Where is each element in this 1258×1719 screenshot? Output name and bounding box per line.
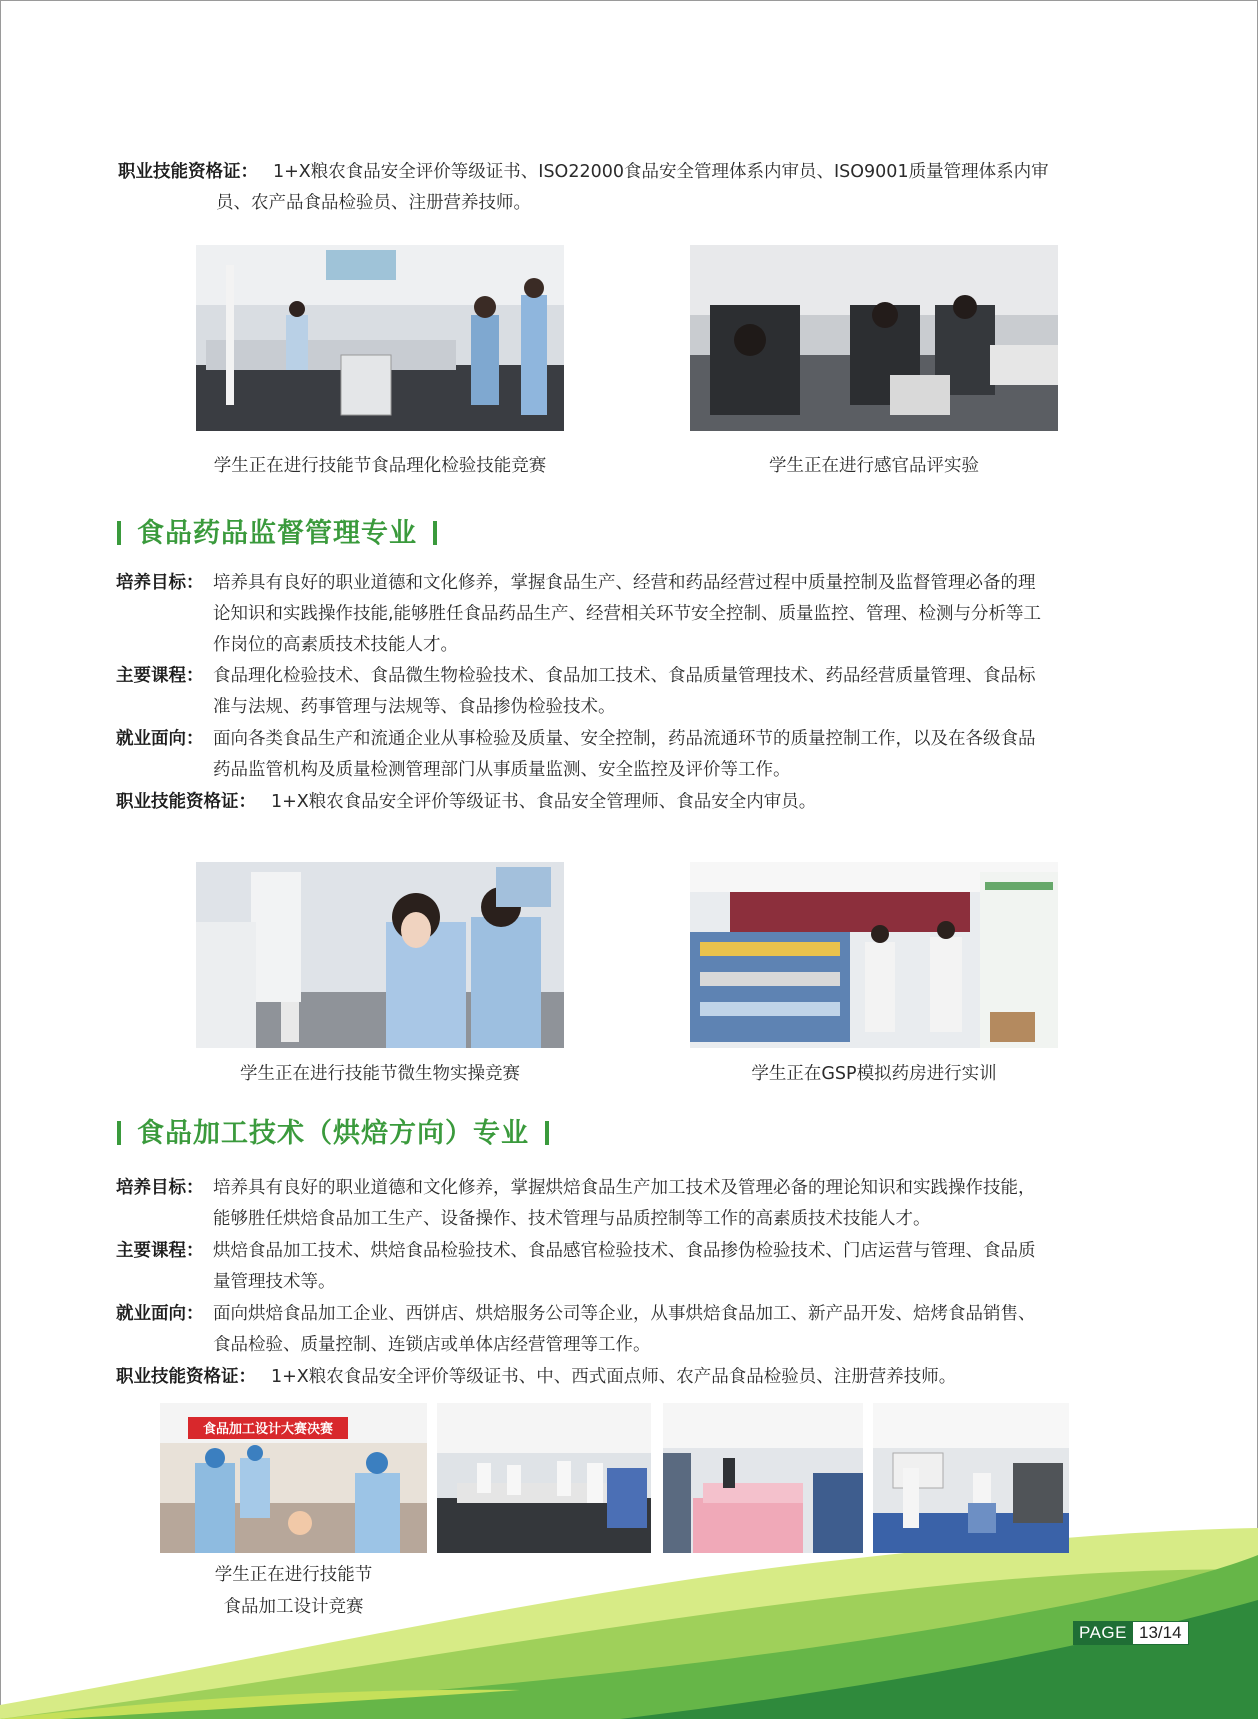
photo-bakery-lab-3 <box>873 1403 1069 1553</box>
cert-text-line2: 员、农产品食品检验员、注册营养技师。 <box>216 193 531 213</box>
photo-sensory-lab <box>690 245 1058 431</box>
job-line: 食品检验、质量控制、连锁店或单体店经营管理等工作。 <box>213 1335 651 1355</box>
cert-label: 职业技能资格证： <box>118 162 258 182</box>
photo-bakery-lab-2 <box>663 1403 863 1553</box>
photo-microbiology <box>196 862 564 1048</box>
course-label: 主要课程： <box>116 1241 204 1261</box>
cert-text-line1: 1+X粮农食品安全评价等级证书、ISO22000食品安全管理体系内审员、ISO9001质量管理体系内审 <box>273 162 1049 182</box>
caption-line: 学生正在进行技能节 <box>214 1565 373 1585</box>
heading-text: 食品药品监督管理专业 <box>137 518 417 549</box>
job-line: 面向各类食品生产和流通企业从事检验及质量、安全控制，药品流通环节的质量控制工作，以及在各级食品 <box>213 729 1036 749</box>
page-indicator <box>1073 1621 1189 1645</box>
course-line: 食品理化检验技术、食品微生物检验技术、食品加工技术、食品质量管理技术、药品经营质量管理、食品标 <box>213 666 1036 686</box>
heading-text: 食品加工技术（烘焙方向）专业 <box>137 1118 529 1149</box>
heading-bar-right <box>433 521 437 545</box>
heading-bar-left <box>117 521 121 545</box>
goal-line: 论知识和实践操作技能,能够胜任食品药品生产、经营相关环节安全控制、质量监控、管理、检测与分析等工 <box>213 604 1042 624</box>
caption-sensory-lab: 学生正在进行感官品评实验 <box>769 456 979 476</box>
job-label: 就业面向： <box>116 1304 204 1324</box>
page-label: PAGE <box>1073 1621 1133 1645</box>
goal-label: 培养目标： <box>116 1178 204 1198</box>
goal-line: 培养具有良好的职业道德和文化修养，掌握烘焙食品生产加工技术及管理必备的理论知识和实践操作技能， <box>213 1178 1036 1198</box>
photo-lab-competition <box>196 245 564 431</box>
section-heading-food-drug <box>117 511 437 550</box>
course-line: 烘焙食品加工技术、烘焙食品检验技术、食品感官检验技术、食品掺伪检验技术、门店运营与管理、食品质 <box>213 1241 1036 1261</box>
cert-text: 1+X粮农食品安全评价等级证书、食品安全管理师、食品安全内审员。 <box>271 792 817 812</box>
caption-microbiology: 学生正在进行技能节微生物实操竞赛 <box>240 1064 520 1084</box>
caption-lab-competition: 学生正在进行技能节食品理化检验技能竞赛 <box>213 456 547 476</box>
job-label: 就业面向： <box>116 729 204 749</box>
section-heading-baking <box>117 1111 549 1150</box>
photo-gsp-pharmacy <box>690 862 1058 1048</box>
cert-label: 职业技能资格证： <box>116 1367 256 1387</box>
course-line: 准与法规、药事管理与法规等、食品掺伪检验技术。 <box>213 697 616 717</box>
course-line: 量管理技术等。 <box>213 1272 336 1292</box>
caption-baking-competition <box>160 1559 427 1623</box>
photo-bakery-lab-1 <box>437 1403 651 1553</box>
goal-line: 培养具有良好的职业道德和文化修养，掌握食品生产、经营和药品经营过程中质量控制及监督管理必备的理 <box>213 573 1036 593</box>
heading-bar-left <box>117 1121 121 1145</box>
heading-bar-right <box>545 1121 549 1145</box>
course-label: 主要课程： <box>116 666 204 686</box>
cert-label: 职业技能资格证： <box>116 792 256 812</box>
photo-baking-competition <box>160 1403 427 1553</box>
job-line: 药品监管机构及质量检测管理部门从事质量监测、安全监控及评价等工作。 <box>213 760 791 780</box>
caption-line: 食品加工设计竞赛 <box>223 1597 364 1617</box>
caption-gsp-pharmacy: 学生正在GSP模拟药房进行实训 <box>751 1064 997 1084</box>
goal-line: 作岗位的高素质技术技能人才。 <box>213 635 458 655</box>
banner-text: 食品加工设计大赛决赛 <box>202 1422 334 1437</box>
goal-line: 能够胜任烘焙食品加工生产、设备操作、技术管理与品质控制等工作的高素质技术技能人才。 <box>213 1209 931 1229</box>
page-number: 13/14 <box>1133 1621 1189 1645</box>
cert-text: 1+X粮农食品安全评价等级证书、中、西式面点师、农产品食品检验员、注册营养技师。 <box>271 1367 957 1387</box>
job-line: 面向烘焙食品加工企业、西饼店、烘焙服务公司等企业，从事烘焙食品加工、新产品开发、焙烤食品销售、 <box>213 1304 1036 1324</box>
goal-label: 培养目标： <box>116 573 204 593</box>
